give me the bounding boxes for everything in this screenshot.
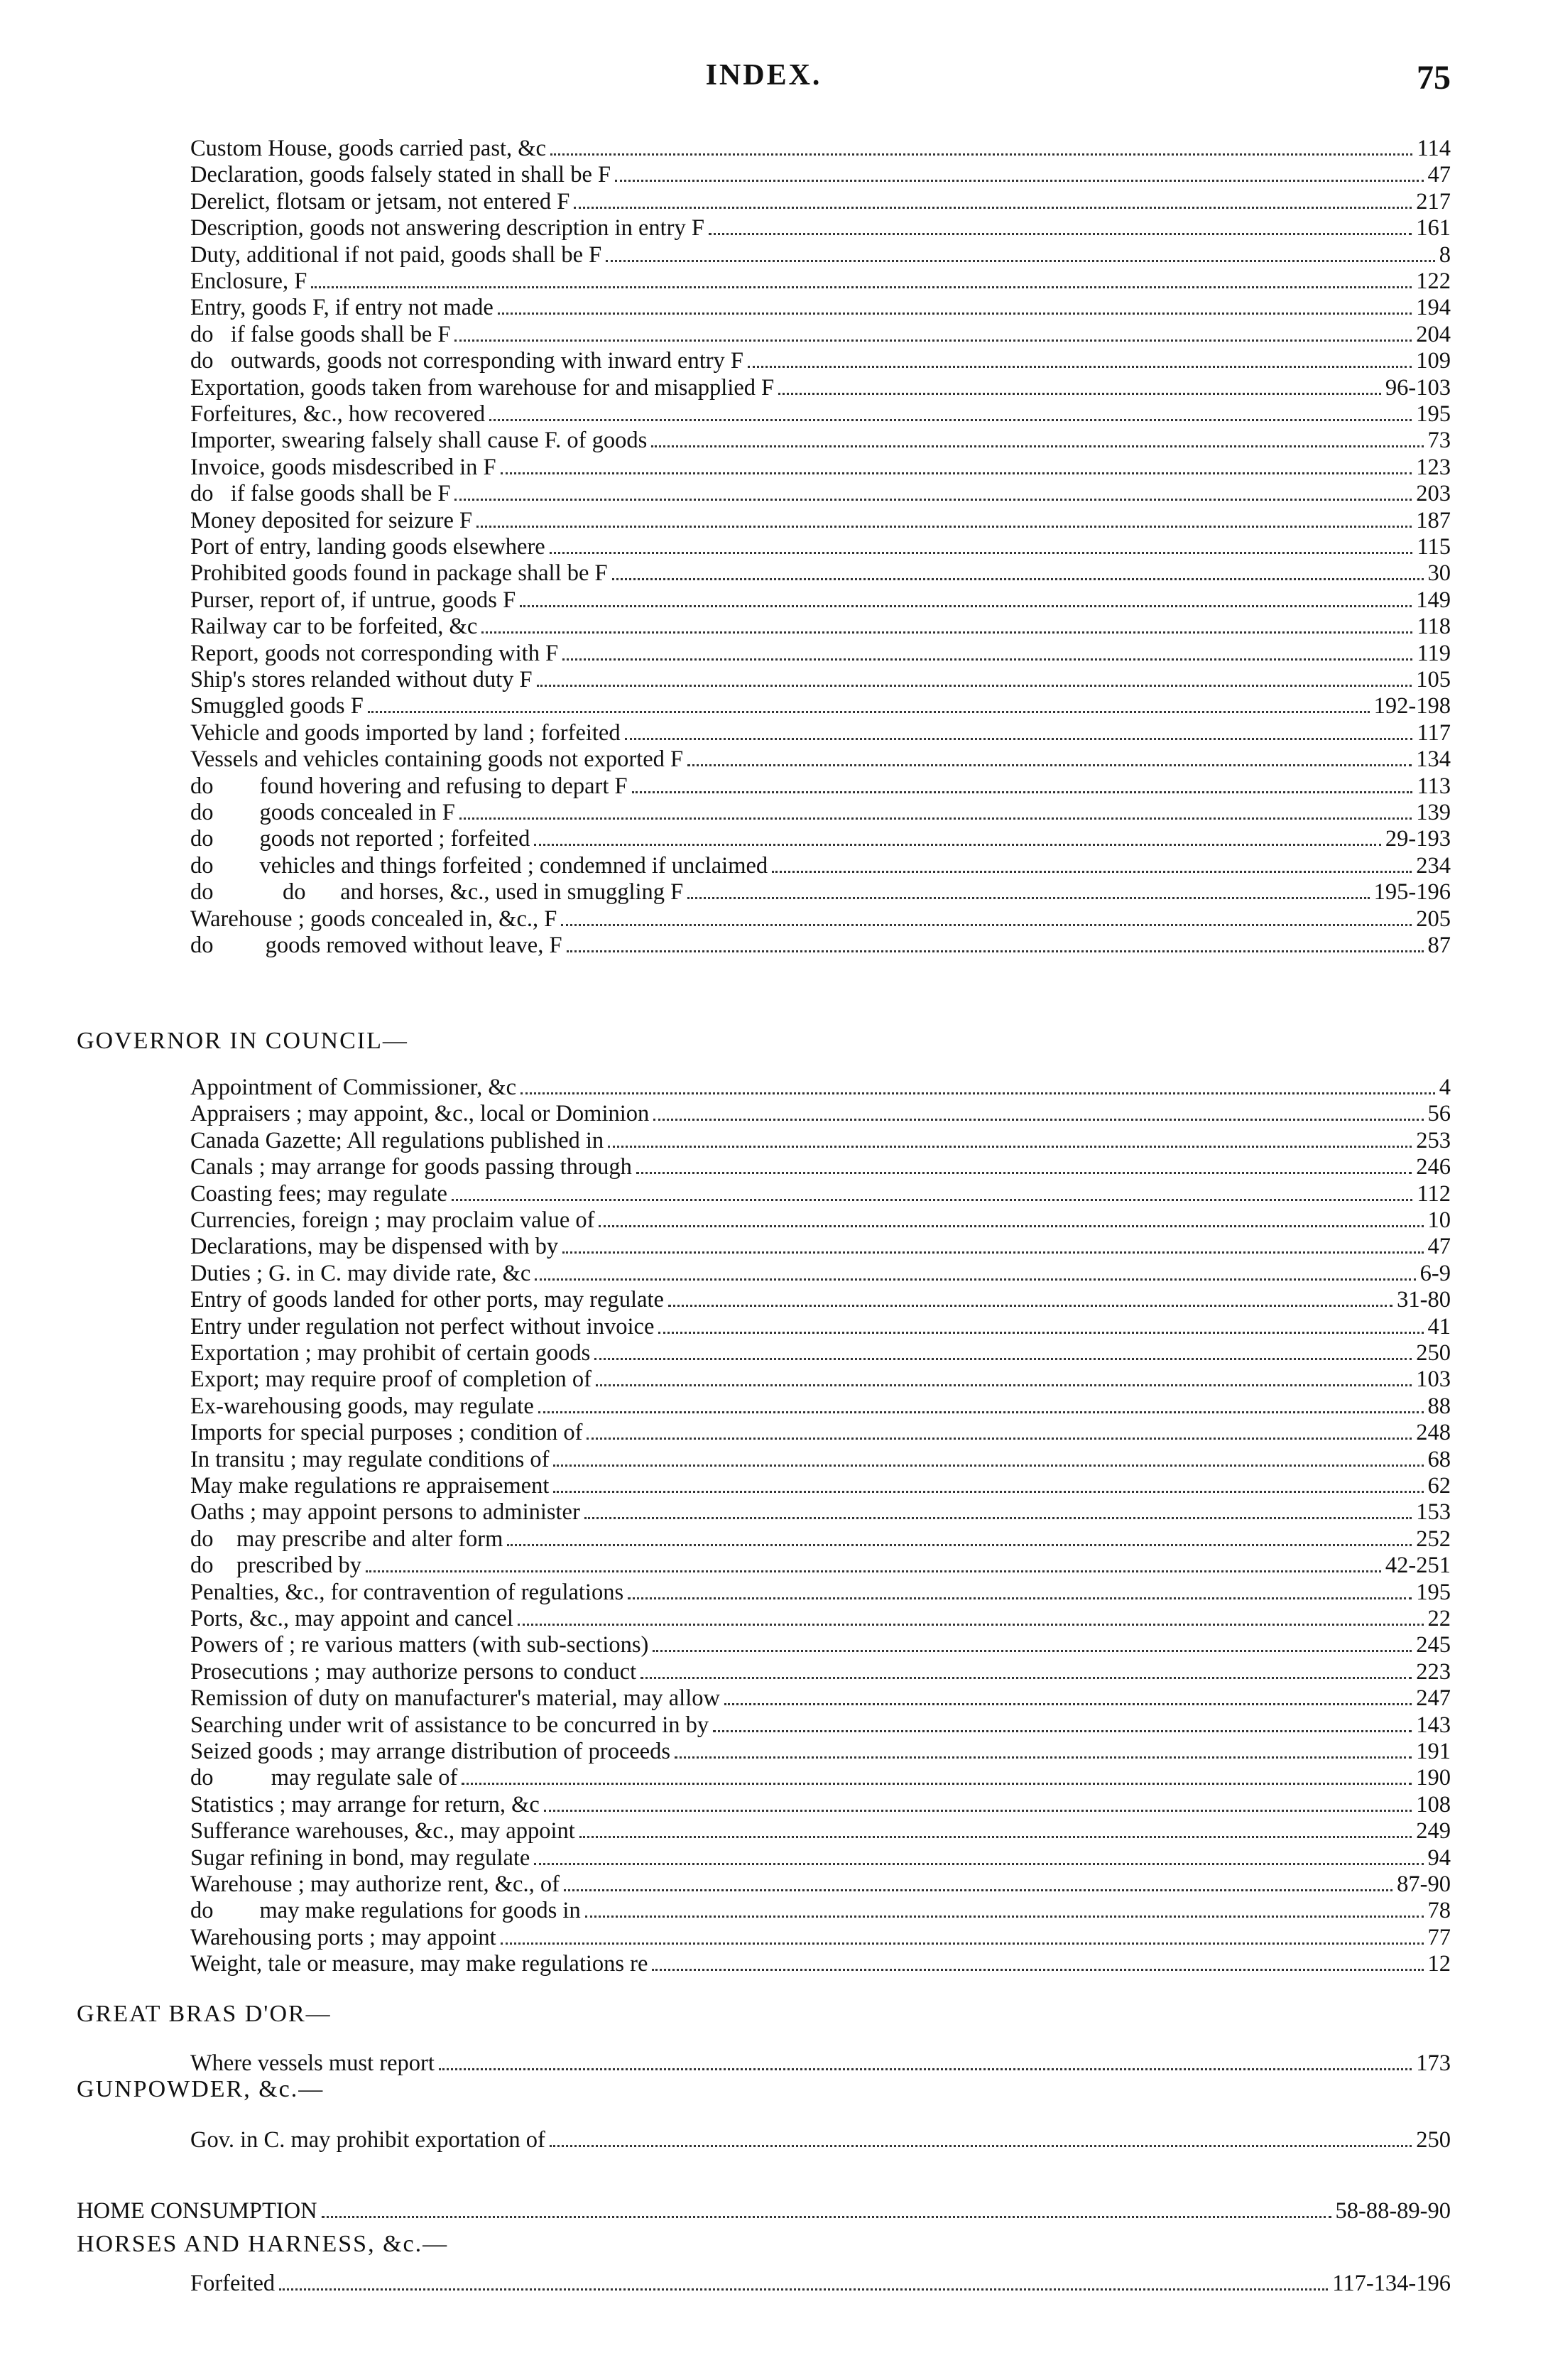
entry-text: Sugar refining in bond, may regulate — [190, 1844, 530, 1871]
dot-leader — [550, 552, 1413, 554]
index-entry — [190, 1446, 1451, 1473]
index-entry — [190, 746, 1451, 773]
dot-leader — [534, 844, 1381, 846]
dot-leader — [778, 393, 1381, 395]
dot-leader — [439, 2068, 1412, 2070]
dot-leader — [279, 2288, 1328, 2291]
entry-text: Entry, goods F, if entry not made — [190, 295, 494, 321]
entry-page-ref: 96-103 — [1385, 374, 1451, 401]
index-entry — [190, 1074, 1451, 1101]
entry-page-ref: 87 — [1427, 933, 1451, 958]
entry-page-ref: 153 — [1416, 1499, 1451, 1526]
entry-text: Description, goods not answering description in entry F — [190, 215, 704, 241]
dot-leader — [520, 1092, 1435, 1094]
entry-text: Where vessels must report — [190, 2050, 435, 2076]
index-entry — [190, 1366, 1451, 1393]
index-entry — [190, 507, 1451, 534]
index-entry — [190, 1712, 1451, 1739]
section-heading: GOVERNOR IN COUNCIL— — [77, 1028, 408, 1054]
entry-text: do may prescribe and alter form — [190, 1526, 503, 1552]
dot-leader — [562, 1251, 1423, 1254]
entry-text: Duty, additional if not paid, goods shall be F — [190, 241, 602, 268]
index-entry — [190, 1286, 1451, 1313]
entry-page-ref: 252 — [1416, 1526, 1451, 1552]
entry-text: Railway car to be forfeited, &c — [190, 614, 478, 640]
dot-leader — [709, 233, 1412, 235]
index-entry — [190, 241, 1451, 268]
entry-text: Powers of ; re various matters (with sub-sections) — [190, 1632, 649, 1658]
index-entry — [190, 692, 1451, 719]
entry-page-ref: 195 — [1416, 401, 1451, 427]
dot-leader — [553, 1465, 1423, 1467]
entry-text: Remission of duty on manufacturer's material, may allow — [190, 1685, 720, 1712]
entry-page-ref: 77 — [1427, 1924, 1451, 1950]
entry-text: do goods removed without leave, F — [190, 933, 562, 958]
index-entry — [190, 294, 1451, 321]
entry-page-ref: 194 — [1416, 295, 1451, 321]
entry-text: Oaths ; may appoint persons to administer — [190, 1499, 580, 1526]
index-entry — [190, 613, 1451, 640]
dot-leader — [520, 605, 1412, 607]
index-entry — [190, 374, 1451, 401]
entry-page-ref: 246 — [1416, 1154, 1451, 1180]
entry-text: HOME CONSUMPTION — [77, 2198, 317, 2224]
dot-leader — [538, 1411, 1424, 1413]
entry-page-ref: 87-90 — [1397, 1871, 1451, 1897]
index-entry — [190, 640, 1451, 667]
entry-page-ref: 149 — [1416, 587, 1451, 613]
entry-text: Penalties, &c., for contravention of regulations — [190, 1579, 624, 1605]
entry-text: Exportation ; may prohibit of certain goods — [190, 1340, 591, 1366]
dot-leader — [579, 1836, 1412, 1838]
entry-page-ref: 10 — [1427, 1207, 1451, 1233]
dot-leader — [636, 1172, 1412, 1174]
dot-leader — [748, 366, 1412, 368]
entry-page-ref: 161 — [1416, 215, 1451, 241]
entry-page-ref: 68 — [1427, 1446, 1451, 1472]
index-entry — [190, 1791, 1451, 1818]
dot-leader — [518, 1624, 1424, 1626]
entry-text: Ex-warehousing goods, may regulate — [190, 1393, 534, 1419]
dot-leader — [687, 764, 1412, 766]
index-entry — [190, 1738, 1451, 1765]
entry-text: Entry under regulation not perfect without invoice — [190, 1313, 655, 1340]
dot-leader — [612, 578, 1424, 580]
dot-leader — [534, 1863, 1423, 1865]
dot-leader — [772, 871, 1412, 873]
entry-page-ref: 223 — [1416, 1658, 1451, 1685]
entry-page-ref: 8 — [1439, 241, 1451, 268]
entry-page-ref: 22 — [1427, 1606, 1451, 1631]
index-entry — [190, 906, 1451, 933]
entry-page-ref: 205 — [1416, 906, 1451, 932]
entry-page-ref: 112 — [1417, 1180, 1451, 1207]
index-entry — [190, 454, 1451, 481]
index-entry — [190, 533, 1451, 560]
entry-page-ref: 47 — [1427, 1234, 1451, 1260]
entry-text: Report, goods not corresponding with F — [190, 640, 559, 666]
entry-text: In transitu ; may regulate conditions of — [190, 1446, 550, 1472]
index-entry — [190, 799, 1451, 826]
entry-page-ref: 122 — [1416, 268, 1451, 294]
index-entry — [190, 1100, 1451, 1127]
entry-page-ref: 250 — [1416, 1340, 1451, 1366]
entry-page-ref: 29-193 — [1385, 826, 1451, 852]
index-entry — [190, 1658, 1451, 1685]
dot-leader — [562, 658, 1412, 661]
index-entry — [190, 268, 1451, 295]
dot-leader — [599, 1225, 1423, 1227]
dot-leader — [625, 738, 1413, 740]
index-entry — [190, 825, 1451, 852]
entry-page-ref: 108 — [1416, 1791, 1451, 1817]
entry-text: Custom House, goods carried past, &c — [190, 136, 546, 161]
index-entry — [190, 666, 1451, 693]
index-entry — [190, 1526, 1451, 1553]
entry-page-ref: 190 — [1416, 1765, 1451, 1791]
index-entry — [190, 773, 1451, 800]
dot-leader — [587, 1438, 1412, 1440]
dot-leader — [498, 313, 1412, 315]
entry-text: do prescribed by — [190, 1553, 361, 1579]
dot-leader — [537, 685, 1412, 687]
index-entry — [190, 1552, 1451, 1579]
entry-page-ref: 62 — [1427, 1473, 1451, 1499]
entry-page-ref: 58-88-89-90 — [1335, 2198, 1451, 2224]
entry-text: Warehousing ports ; may appoint — [190, 1924, 496, 1950]
entry-page-ref: 78 — [1427, 1898, 1451, 1924]
entry-page-ref: 12 — [1427, 1951, 1451, 1977]
index-entry — [190, 2050, 1451, 2077]
index-entry — [190, 2270, 1451, 2297]
index-entry — [190, 1844, 1451, 1871]
index-entry — [190, 1180, 1451, 1207]
dot-leader — [564, 1889, 1392, 1891]
page-header — [77, 58, 1451, 101]
dot-leader — [594, 1358, 1412, 1360]
index-entry — [190, 879, 1451, 906]
entry-page-ref: 117 — [1417, 719, 1451, 746]
index-entry — [190, 1153, 1451, 1180]
dot-leader — [535, 1278, 1415, 1281]
dot-leader — [550, 153, 1412, 156]
entry-text: do do and horses, &c., used in smuggling F — [190, 879, 684, 906]
entry-text: Forfeitures, &c., how recovered — [190, 401, 486, 427]
index-entry — [190, 852, 1451, 879]
entry-page-ref: 191 — [1416, 1739, 1451, 1764]
dot-leader — [489, 419, 1412, 421]
entry-text: Canada Gazette; All regulations published in — [190, 1127, 604, 1153]
entry-text: Ports, &c., may appoint and cancel — [190, 1606, 513, 1631]
entry-page-ref: 31-80 — [1397, 1287, 1451, 1313]
section-heading: GREAT BRAS D'OR— — [77, 2001, 332, 2027]
entry-page-ref: 143 — [1416, 1712, 1451, 1738]
entry-text: Entry of goods landed for other ports, may regulate — [190, 1287, 664, 1313]
dot-leader — [567, 950, 1424, 952]
entry-text: Imports for special purposes ; condition of — [190, 1420, 583, 1446]
entry-page-ref: 187 — [1416, 507, 1451, 533]
entry-page-ref: 119 — [1417, 640, 1451, 666]
entry-page-ref: 117-134-196 — [1332, 2271, 1451, 2296]
index-entry — [190, 161, 1451, 188]
dot-leader — [687, 897, 1369, 899]
dot-leader — [366, 1570, 1381, 1572]
dot-leader — [550, 2145, 1412, 2147]
entry-page-ref: 115 — [1417, 534, 1451, 560]
entry-page-ref: 204 — [1416, 321, 1451, 347]
dot-leader — [713, 1730, 1412, 1732]
dot-leader — [584, 1517, 1412, 1519]
entry-page-ref: 113 — [1417, 773, 1451, 799]
entry-text: Seized goods ; may arrange distribution of proceeds — [190, 1739, 670, 1764]
index-entry — [190, 1233, 1451, 1260]
entry-page-ref: 118 — [1417, 614, 1451, 640]
dot-leader — [574, 207, 1412, 209]
entry-text: Prohibited goods found in package shall be F — [190, 560, 608, 587]
index-entry — [190, 427, 1451, 454]
entry-page-ref: 109 — [1416, 348, 1451, 374]
index-entry — [190, 1207, 1451, 1234]
index-entry — [190, 1579, 1451, 1606]
index-entry — [190, 1472, 1451, 1499]
index-entry — [190, 188, 1451, 215]
entry-text: Exportation, goods taken from warehouse for and misapplied F — [190, 374, 775, 401]
entry-text: Gov. in C. may prohibit exportation of — [190, 2127, 545, 2153]
dot-leader — [724, 1703, 1412, 1705]
entry-text: Derelict, flotsam or jetsam, not entered F — [190, 188, 570, 214]
dot-leader — [481, 631, 1412, 634]
entry-page-ref: 139 — [1416, 800, 1451, 825]
page-number: 75 — [1417, 59, 1451, 97]
index-entry — [190, 1764, 1451, 1791]
dot-leader — [454, 339, 1412, 342]
entry-text: Statistics ; may arrange for return, &c — [190, 1791, 540, 1817]
section-heading: GUNPOWDER, &c.— — [77, 2076, 325, 2102]
dot-leader — [615, 180, 1423, 182]
dot-leader — [585, 1916, 1424, 1918]
entry-page-ref: 123 — [1416, 454, 1451, 480]
index-entry — [190, 719, 1451, 746]
entry-page-ref: 88 — [1427, 1393, 1451, 1419]
index-entry — [190, 1817, 1451, 1844]
dot-leader — [651, 445, 1423, 447]
dot-leader — [632, 791, 1413, 793]
entry-text: Weight, tale or measure, may make regulations re — [190, 1951, 648, 1977]
index-entry — [190, 321, 1451, 348]
dot-leader — [311, 286, 1412, 288]
entry-page-ref: 134 — [1416, 746, 1451, 773]
dot-leader — [501, 472, 1412, 474]
entry-text: Export; may require proof of completion of — [190, 1366, 592, 1393]
entry-page-ref: 203 — [1416, 481, 1451, 507]
entry-page-ref: 249 — [1416, 1818, 1451, 1844]
entry-page-ref: 114 — [1417, 136, 1451, 161]
entry-text: Coasting fees; may regulate — [190, 1180, 447, 1207]
entry-page-ref: 103 — [1416, 1366, 1451, 1393]
dot-leader — [462, 1783, 1412, 1785]
dot-leader — [608, 1146, 1412, 1148]
entry-text: Duties ; G. in C. may divide rate, &c — [190, 1260, 531, 1286]
entry-text: Declaration, goods falsely stated in shall be F — [190, 162, 611, 188]
entry-text: Vehicle and goods imported by land ; forfeited — [190, 719, 621, 746]
entry-text: May make regulations re appraisement — [190, 1473, 550, 1499]
entry-page-ref: 245 — [1416, 1632, 1451, 1658]
dot-leader — [553, 1491, 1423, 1493]
dot-leader — [628, 1597, 1412, 1599]
index-entry — [190, 1393, 1451, 1420]
entry-page-ref: 41 — [1427, 1313, 1451, 1340]
entry-page-ref: 105 — [1416, 667, 1451, 692]
index-entry — [190, 1631, 1451, 1658]
entry-page-ref: 73 — [1427, 428, 1451, 454]
entry-text: Sufferance warehouses, &c., may appoint — [190, 1818, 575, 1844]
index-entry — [190, 1871, 1451, 1898]
entry-page-ref: 4 — [1439, 1075, 1451, 1100]
entry-page-ref: 247 — [1416, 1685, 1451, 1712]
entry-page-ref: 173 — [1416, 2050, 1451, 2076]
index-entry — [190, 932, 1451, 959]
index-entry — [190, 1313, 1451, 1340]
entry-page-ref: 253 — [1416, 1127, 1451, 1153]
entry-text: Ship's stores relanded without duty F — [190, 667, 533, 692]
dot-leader — [606, 260, 1435, 262]
index-entry — [190, 1260, 1451, 1287]
entry-text: Prosecutions ; may authorize persons to conduct — [190, 1658, 637, 1685]
dot-leader — [675, 1756, 1412, 1759]
entry-page-ref: 192-198 — [1373, 693, 1451, 719]
index-entry — [190, 1685, 1451, 1712]
entry-text: Enclosure, F — [190, 268, 307, 294]
index-entry — [77, 2197, 1451, 2224]
index-entry — [190, 347, 1451, 374]
entry-text: do vehicles and things forfeited ; condemned if unclaimed — [190, 852, 768, 879]
entry-text: do may make regulations for goods in — [190, 1898, 581, 1924]
dot-leader — [658, 1332, 1423, 1334]
entry-text: Warehouse ; goods concealed in, &c., F — [190, 906, 557, 932]
entry-text: do if false goods shall be F — [190, 321, 451, 347]
entry-text: do may regulate sale of — [190, 1765, 458, 1791]
entry-page-ref: 94 — [1427, 1844, 1451, 1871]
index-entry — [190, 560, 1451, 587]
dot-leader — [544, 1810, 1412, 1812]
dot-leader — [459, 817, 1412, 820]
entry-text: Forfeited — [190, 2271, 276, 2296]
index-entry — [190, 1924, 1451, 1951]
index-entry — [190, 2126, 1451, 2153]
index-entry — [190, 1897, 1451, 1924]
section-heading: HORSES AND HARNESS, &c.— — [77, 2231, 449, 2257]
entry-page-ref: 30 — [1427, 560, 1451, 587]
entry-page-ref: 234 — [1416, 852, 1451, 879]
index-entry — [190, 587, 1451, 614]
dot-leader — [454, 499, 1412, 501]
entry-page-ref: 42-251 — [1385, 1553, 1451, 1579]
entry-page-ref: 195 — [1416, 1579, 1451, 1605]
dot-leader — [653, 1650, 1412, 1652]
entry-text: Smuggled goods F — [190, 693, 364, 719]
dot-leader — [507, 1544, 1412, 1546]
index-entry — [190, 1127, 1451, 1154]
dot-leader — [501, 1942, 1424, 1945]
entry-page-ref: 217 — [1416, 188, 1451, 214]
entry-text: do outwards, goods not corresponding with inward entry F — [190, 348, 744, 374]
entry-page-ref: 6-9 — [1419, 1260, 1451, 1286]
entry-page-ref: 248 — [1416, 1420, 1451, 1446]
entry-text: Warehouse ; may authorize rent, &c., of — [190, 1871, 560, 1897]
entry-page-ref: 195-196 — [1373, 879, 1451, 906]
index-entry — [190, 214, 1451, 241]
index-entry — [190, 1340, 1451, 1366]
entry-page-ref: 47 — [1427, 162, 1451, 188]
entry-text: Declarations, may be dispensed with by — [190, 1234, 559, 1260]
entry-text: do found hovering and refusing to depart F — [190, 773, 628, 799]
dot-leader — [561, 924, 1412, 926]
entry-text: do goods concealed in F — [190, 800, 455, 825]
dot-leader — [652, 1969, 1423, 1971]
entry-text: Invoice, goods misdescribed in F — [190, 454, 496, 480]
entry-text: Currencies, foreign ; may proclaim value of — [190, 1207, 595, 1233]
index-entry — [190, 1605, 1451, 1632]
index-entry — [190, 1499, 1451, 1526]
entry-text: Purser, report of, if untrue, goods F — [190, 587, 516, 613]
entry-text: Port of entry, landing goods elsewhere — [190, 534, 545, 560]
dot-leader — [452, 1199, 1413, 1201]
dot-leader — [596, 1384, 1412, 1386]
index-entry — [190, 401, 1451, 428]
entry-text: do goods not reported ; forfeited — [190, 826, 530, 852]
entry-text: Money deposited for seizure F — [190, 507, 473, 533]
entry-text: Canals ; may arrange for goods passing through — [190, 1154, 632, 1180]
entry-text: Vessels and vehicles containing goods not exported F — [190, 746, 684, 773]
running-title: INDEX. — [705, 59, 822, 92]
dot-leader — [653, 1119, 1423, 1121]
dot-leader — [668, 1305, 1392, 1307]
entry-page-ref: 56 — [1427, 1101, 1451, 1127]
index-entry — [190, 1419, 1451, 1446]
entry-text: Appointment of Commissioner, &c — [190, 1075, 517, 1100]
entry-text: Searching under writ of assistance to be concurred in by — [190, 1712, 709, 1738]
entry-page-ref: 250 — [1416, 2127, 1451, 2153]
entry-text: Appraisers ; may appoint, &c., local or Dominion — [190, 1101, 650, 1127]
index-entry — [190, 135, 1451, 162]
entry-text: do if false goods shall be F — [190, 481, 451, 507]
entry-text: Importer, swearing falsely shall cause F. of goods — [190, 428, 648, 454]
index-entry — [190, 1950, 1451, 1977]
index-entry — [190, 480, 1451, 507]
dot-leader — [476, 526, 1412, 528]
dot-leader — [368, 711, 1370, 713]
dot-leader — [641, 1677, 1412, 1679]
dot-leader — [322, 2216, 1331, 2218]
